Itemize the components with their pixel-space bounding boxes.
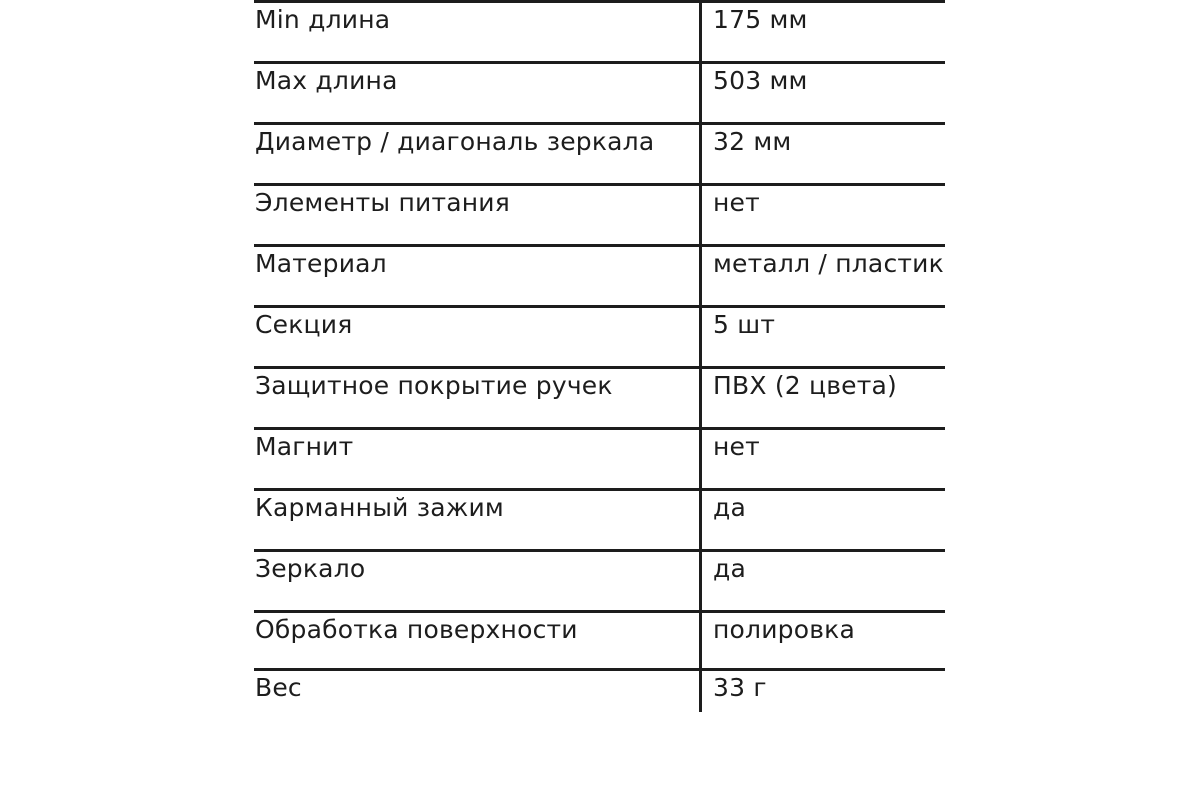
spec-label: Элементы питания — [255, 188, 510, 217]
spec-value: нет — [713, 188, 760, 217]
table-row — [254, 610, 945, 671]
table-row — [254, 0, 945, 61]
spec-label: Секция — [255, 310, 353, 339]
spec-label: Защитное покрытие ручек — [255, 371, 613, 400]
table-row — [254, 427, 945, 488]
spec-value: 32 мм — [713, 127, 792, 156]
spec-label: Диаметр / диагональ зеркала — [255, 127, 655, 156]
spec-label: Карманный зажим — [255, 493, 504, 522]
spec-label: Вес — [255, 673, 302, 702]
spec-label: Max длина — [255, 66, 398, 95]
spec-value: 503 мм — [713, 66, 808, 95]
spec-label: Материал — [255, 249, 387, 278]
table-row — [254, 305, 945, 366]
spec-value: 5 шт — [713, 310, 776, 339]
spec-table — [254, 0, 945, 712]
spec-value: 33 г — [713, 673, 767, 702]
table-row — [254, 244, 945, 305]
spec-value: металл / пластик — [713, 249, 944, 278]
spec-value: ПВХ (2 цвета) — [713, 371, 897, 400]
spec-label: Обработка поверхности — [255, 615, 578, 644]
spec-label: Зеркало — [255, 554, 366, 583]
spec-label: Магнит — [255, 432, 354, 461]
spec-label: Min длина — [255, 5, 391, 34]
row-top-border — [254, 668, 945, 671]
table-row — [254, 549, 945, 610]
table-row — [254, 61, 945, 122]
table-row — [254, 366, 945, 427]
spec-value: да — [713, 554, 747, 583]
spec-value: 175 мм — [713, 5, 808, 34]
spec-value: да — [713, 493, 747, 522]
row-top-border — [254, 305, 945, 308]
table-row — [254, 122, 945, 183]
table-row — [254, 488, 945, 549]
table-row — [254, 668, 945, 729]
row-top-border — [254, 427, 945, 430]
spec-value: полировка — [713, 615, 855, 644]
table-row — [254, 183, 945, 244]
spec-value: нет — [713, 432, 760, 461]
